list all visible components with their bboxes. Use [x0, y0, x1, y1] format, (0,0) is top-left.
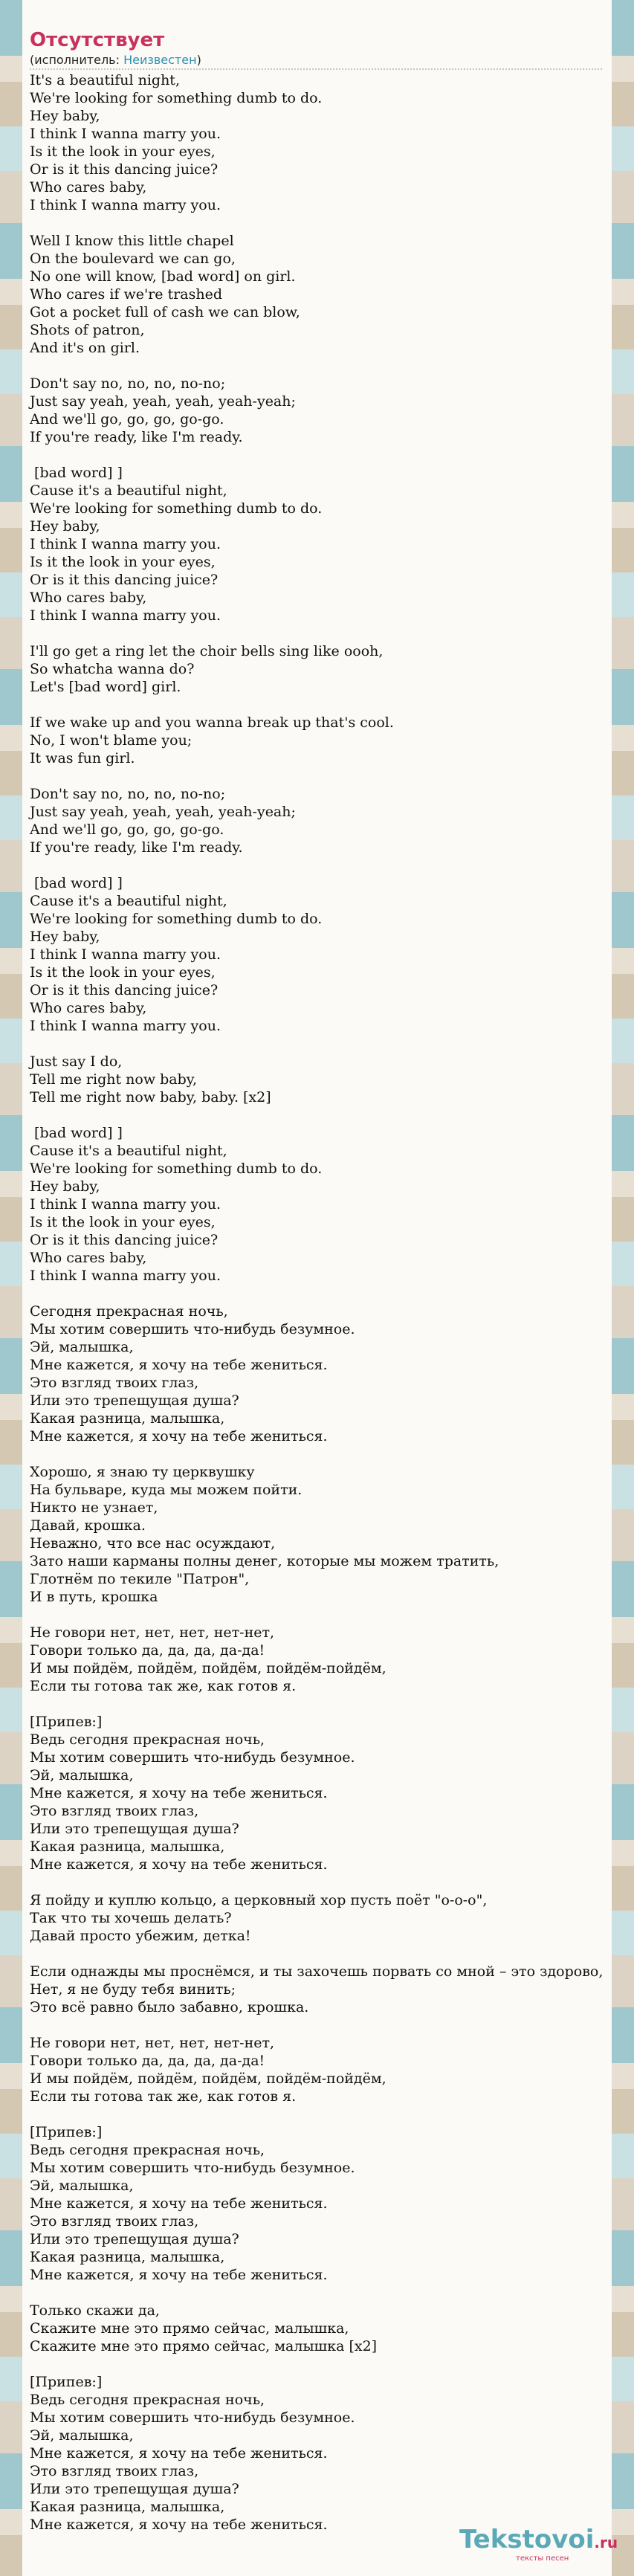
stanza-gap [30, 1873, 634, 1891]
lyric-line: Или это трепещущая душа? [30, 1392, 239, 1409]
lyric-line: Хорошо, я знаю ту церквушку [30, 1464, 255, 1480]
lyric-line: Я пойду и куплю кольцо, а церковный хор пусть поёт "о-о-о", [30, 1892, 488, 1908]
lyric-line: Скажите мне это прямо сейчас, малышка, [30, 2320, 349, 2337]
lyric-line: Давай просто убежим, детка! [30, 1928, 251, 1944]
lyric-line: Или это трепещущая душа? [30, 1821, 239, 1837]
lyric-line: And we'll go, go, go, go-go. [30, 411, 224, 427]
lyric-line: Well I know this little chapel [30, 233, 234, 249]
lyric-line: И мы пойдём, пойдём, пойдём, пойдём-пойдём, [30, 2070, 386, 2087]
lyric-line: Who cares if we're trashed [30, 286, 223, 303]
lyric-line: Неважно, что все нас осуждают, [30, 1535, 276, 1552]
lyric-line: Так что ты хочешь делать? [30, 1910, 232, 1926]
lyric-line: Hey baby, [30, 1178, 100, 1195]
lyric-line: If you're ready, like I'm ready. [30, 839, 243, 856]
stanza-gap [30, 2284, 634, 2302]
performer-line [30, 52, 201, 68]
lyric-line: Мне кажется, я хочу на тебе жениться. [30, 1856, 328, 1873]
lyric-line: Мне кажется, я хочу на тебе жениться. [30, 1428, 328, 1444]
lyric-line: Мне кажется, я хочу на тебе жениться. [30, 2445, 328, 2462]
lyric-line: Just say yeah, yeah, yeah, yeah-yeah; [30, 804, 296, 820]
left-decorative-edge [0, 0, 22, 2576]
song-title: Отсутствует [30, 29, 165, 51]
lyric-line: И мы пойдём, пойдём, пойдём, пойдём-пойдём, [30, 1660, 386, 1676]
lyric-line: И в путь, крошка [30, 1589, 158, 1605]
lyric-line: It was fun girl. [30, 750, 135, 766]
lyric-line: Это взгляд твоих глаз, [30, 2213, 199, 2230]
lyric-line: Говори только да, да, да, да-да! [30, 2053, 265, 2069]
lyric-line: It's a beautiful night, [30, 72, 180, 88]
lyric-line: [bad word] ] [30, 1125, 123, 1141]
lyric-line: Какая разница, малышка, [30, 2249, 225, 2265]
stanza-gap [30, 1445, 634, 1463]
lyric-line: Don't say no, no, no, no-no; [30, 786, 226, 802]
lyric-line: Who cares baby, [30, 1000, 147, 1016]
lyric-line: Cause it's a beautiful night, [30, 1143, 227, 1159]
lyric-line: Сегодня прекрасная ночь, [30, 1303, 228, 1320]
lyric-line: Who cares baby, [30, 590, 147, 606]
stanza-gap [30, 446, 634, 464]
lyric-line: Это взгляд твоих глаз, [30, 1803, 199, 1819]
lyric-line: I think I wanna marry you. [30, 946, 221, 963]
lyric-line: No one will know, [bad word] on girl. [30, 268, 296, 285]
song-header [30, 28, 201, 68]
lyric-line: I think I wanna marry you. [30, 1018, 221, 1034]
lyric-line: Если ты готова так же, как готов я. [30, 2088, 297, 2105]
lyric-line: We're looking for something dumb to do. [30, 1161, 323, 1177]
logo-tagline: тексты песен [516, 2554, 569, 2563]
stanza-gap [30, 1695, 634, 1713]
lyric-line: Ведь сегодня прекрасная ночь, [30, 2142, 265, 2158]
stanza-gap [30, 696, 634, 714]
lyric-line: Мне кажется, я хочу на тебе жениться. [30, 2267, 328, 2283]
lyric-line: Is it the look in your eyes, [30, 964, 216, 981]
lyric-line: Скажите мне это прямо сейчас, малышка [x2] [30, 2338, 378, 2354]
stanza-gap [30, 214, 634, 232]
lyric-line: I think I wanna marry you. [30, 1196, 221, 1213]
logo-main-text: Tekstovoi [459, 2525, 595, 2554]
lyric-line: Let's [bad word] girl. [30, 679, 181, 695]
lyric-line: Не говори нет, нет, нет, нет-нет, [30, 1624, 275, 1641]
lyric-line: Or is it this dancing juice? [30, 572, 219, 588]
lyric-line: Is it the look in your eyes, [30, 1214, 216, 1230]
lyric-line: I think I wanna marry you. [30, 536, 221, 552]
stanza-gap [30, 767, 634, 785]
lyric-line: Какая разница, малышка, [30, 1410, 225, 1427]
performer-suffix: ) [196, 53, 201, 67]
lyric-line: Это всё равно было забавно, крошка. [30, 1999, 309, 2015]
lyric-line: No, I won't blame you; [30, 732, 193, 749]
lyric-line: Ведь сегодня прекрасная ночь, [30, 1731, 265, 1748]
lyric-line: Who cares baby, [30, 1250, 147, 1266]
lyric-line: Только скажи да, [30, 2302, 160, 2319]
lyric-line: Мы хотим совершить что-нибудь безумное. [30, 1749, 355, 1766]
lyric-line: Какая разница, малышка, [30, 2499, 225, 2515]
lyric-line: Если однажды мы проснёмся, и ты захочешь порвать со мной – это здорово, [30, 1963, 604, 1980]
lyric-line: Is it the look in your eyes, [30, 554, 216, 570]
lyric-line: Мне кажется, я хочу на тебе жениться. [30, 1785, 328, 1801]
lyric-line: Эй, малышка, [30, 2427, 134, 2444]
lyric-line: I'll go get a ring let the choir bells sing like oooh, [30, 643, 384, 659]
lyric-line: Don't say no, no, no, no-no; [30, 375, 226, 392]
lyric-line: I think I wanna marry you. [30, 197, 221, 213]
lyric-line: Or is it this dancing juice? [30, 1232, 219, 1248]
lyric-line: I think I wanna marry you. [30, 607, 221, 624]
lyric-line: [Припев:] [30, 2374, 103, 2390]
site-logo[interactable] [459, 2526, 618, 2556]
lyric-line: Hey baby, [30, 929, 100, 945]
lyric-line: On the boulevard we can go, [30, 251, 236, 267]
lyric-line: And we'll go, go, go, go-go. [30, 821, 224, 838]
lyric-line: Нет, я не буду тебя винить; [30, 1981, 236, 1998]
lyric-line: Давай, крошка. [30, 1517, 146, 1534]
lyric-line: Эй, малышка, [30, 1339, 134, 1355]
lyric-line: Got a pocket full of cash we can blow, [30, 304, 300, 320]
lyric-line: Зато наши карманы полны денег, которые мы можем тратить, [30, 1553, 499, 1569]
lyric-line: Or is it this dancing juice? [30, 982, 219, 998]
lyric-line: [bad word] ] [30, 465, 123, 481]
lyric-line: Говори только да, да, да, да-да! [30, 1642, 265, 1659]
stanza-gap [30, 856, 634, 874]
lyric-line: Никто не узнает, [30, 1500, 158, 1516]
header-divider [30, 68, 602, 70]
lyric-line: Cause it's a beautiful night, [30, 893, 227, 909]
stanza-gap [30, 2105, 634, 2123]
lyric-line: Мне кажется, я хочу на тебе жениться. [30, 2517, 328, 2533]
lyric-line: Или это трепещущая душа? [30, 2481, 239, 2497]
lyric-line: Какая разница, малышка, [30, 1839, 225, 1855]
lyric-line: Who cares baby, [30, 179, 147, 196]
stanza-gap [30, 357, 634, 375]
lyric-line: Мне кажется, я хочу на тебе жениться. [30, 1357, 328, 1373]
lyric-line: Мы хотим совершить что-нибудь безумное. [30, 2409, 355, 2426]
stanza-gap [30, 1106, 634, 1124]
stanza-gap [30, 1035, 634, 1053]
stanza-gap [30, 624, 634, 642]
lyric-line: And it's on girl. [30, 340, 140, 356]
stanza-gap [30, 2016, 634, 2034]
lyric-line: Tell me right now baby, [30, 1071, 198, 1088]
lyric-line: Ведь сегодня прекрасная ночь, [30, 2392, 265, 2408]
lyric-line: I think I wanna marry you. [30, 1268, 221, 1284]
lyric-line: Hey baby, [30, 108, 100, 124]
lyric-line: Не говори нет, нет, нет, нет-нет, [30, 2035, 275, 2051]
lyric-line: We're looking for something dumb to do. [30, 911, 323, 927]
lyric-line: If we wake up and you wanna break up that's cool. [30, 714, 394, 731]
lyric-line: Cause it's a beautiful night, [30, 482, 227, 499]
lyric-line: Just say I do, [30, 1053, 123, 1070]
lyric-line: [Припев:] [30, 1714, 103, 1730]
lyric-line: Эй, малышка, [30, 2178, 134, 2194]
performer-link[interactable]: Неизвестен [123, 53, 197, 67]
lyric-line: Глотнём по текиле "Патрон", [30, 1571, 250, 1587]
lyric-line: [Припев:] [30, 2124, 103, 2140]
stanza-gap [30, 1285, 634, 1302]
performer-prefix: (исполнитель: [30, 53, 124, 67]
lyric-line: Hey baby, [30, 518, 100, 535]
lyric-line: Если ты готова так же, как готов я. [30, 1678, 297, 1694]
lyric-line: Shots of patron, [30, 322, 145, 338]
lyric-line: Или это трепещущая душа? [30, 2231, 239, 2247]
lyric-line: If you're ready, like I'm ready. [30, 429, 243, 445]
lyric-line: Это взгляд твоих глаз, [30, 2463, 199, 2479]
lyric-line: Мы хотим совершить что-нибудь безумное. [30, 1321, 355, 1337]
lyrics-text [30, 71, 634, 2534]
lyric-line: На бульваре, куда мы можем пойти. [30, 1482, 303, 1498]
lyric-line: Эй, малышка, [30, 1767, 134, 1783]
stanza-gap [30, 2355, 634, 2373]
lyric-line: We're looking for something dumb to do. [30, 90, 323, 106]
lyric-line: Or is it this dancing juice? [30, 161, 219, 178]
stanza-gap [30, 1606, 634, 1624]
lyric-line: [bad word] ] [30, 875, 123, 891]
lyric-line: Мне кажется, я хочу на тебе жениться. [30, 2195, 328, 2212]
lyric-line: Мы хотим совершить что-нибудь безумное. [30, 2160, 355, 2176]
lyric-line: Tell me right now baby, baby. [x2] [30, 1089, 271, 1105]
lyric-line: I think I wanna marry you. [30, 126, 221, 142]
lyric-line: Just say yeah, yeah, yeah, yeah-yeah; [30, 393, 296, 410]
stanza-gap [30, 1945, 634, 1963]
logo-tld-text: .ru [594, 2534, 618, 2551]
lyric-line: Is it the look in your eyes, [30, 143, 216, 160]
lyric-line: So whatcha wanna do? [30, 661, 195, 677]
lyric-line: We're looking for something dumb to do. [30, 500, 323, 517]
lyric-line: Это взгляд твоих глаз, [30, 1375, 199, 1391]
